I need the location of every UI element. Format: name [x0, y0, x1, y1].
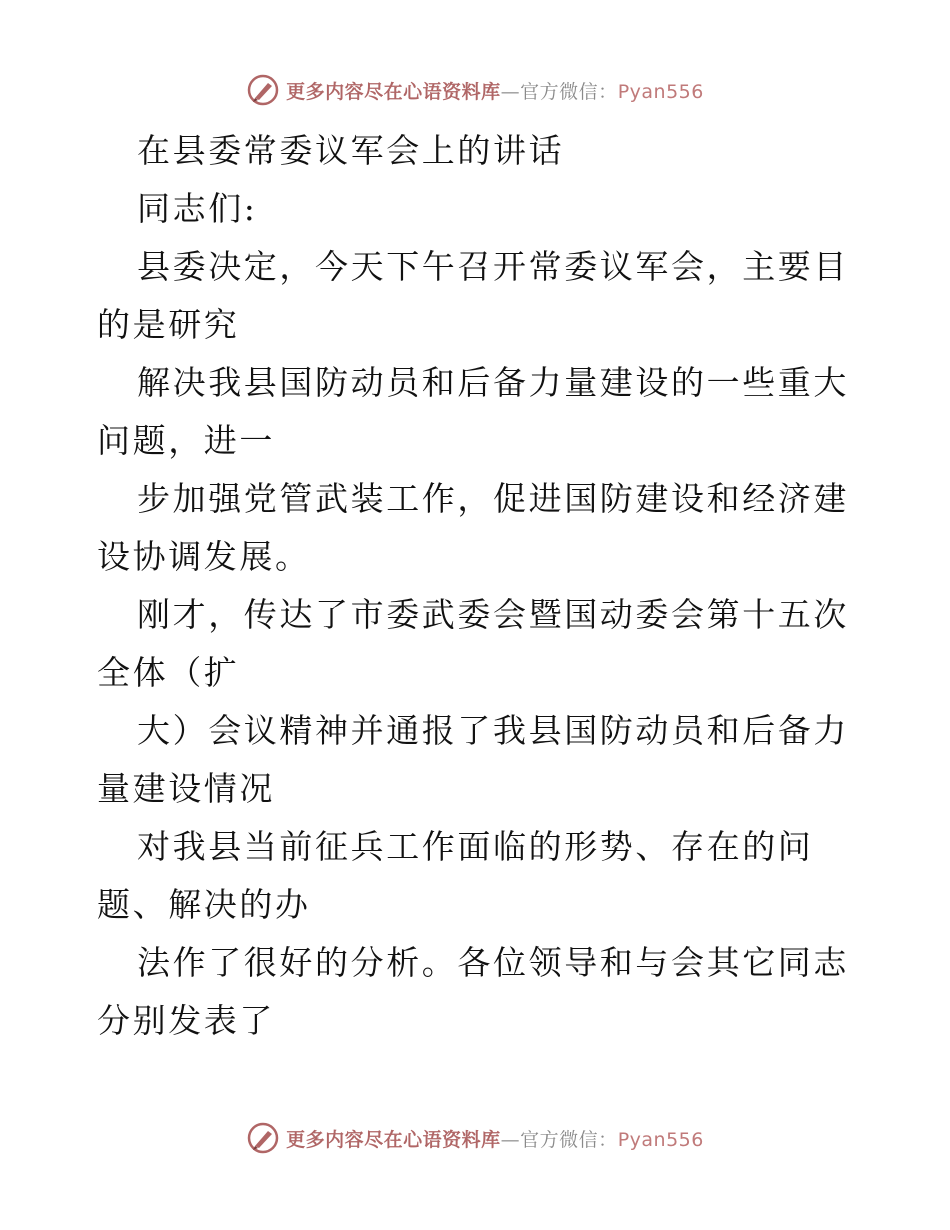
- paragraph: 对我县当前征兵工作面临的形势、存在的问题、解决的办: [97, 827, 814, 924]
- watermark-separator: —: [500, 1128, 521, 1151]
- watermark-wechat-id: Pyan556: [617, 80, 704, 103]
- footer-watermark: [0, 1118, 950, 1158]
- watermark-label: 官方微信：: [520, 80, 618, 103]
- document-title: 在县委常委议军会上的讲话: [137, 131, 565, 170]
- watermark-separator: —: [500, 80, 521, 103]
- watermark-label: 官方微信：: [520, 1128, 618, 1151]
- watermark-text: [286, 77, 704, 104]
- paragraph: 县委决定，今天下午召开常委议军会，主要目的是研究: [97, 247, 849, 344]
- pen-logo-icon: [246, 73, 280, 107]
- header-watermark: [0, 70, 950, 110]
- watermark-brand: 更多内容尽在心语资料库: [286, 1128, 501, 1151]
- paragraph: 大）会议精神并通报了我县国防动员和后备力量建设情况: [97, 711, 849, 808]
- pen-logo-icon: [246, 1121, 280, 1155]
- document-body: [97, 122, 857, 1050]
- salutation: 同志们:: [137, 189, 258, 228]
- paragraph: 法作了很好的分析。各位领导和与会其它同志分别发表了: [97, 943, 849, 1040]
- paragraph: 解决我县国防动员和后备力量建设的一些重大问题，进一: [97, 363, 849, 460]
- paragraph: 步加强党管武装工作，促进国防建设和经济建设协调发展。: [97, 479, 849, 576]
- watermark-brand: 更多内容尽在心语资料库: [286, 80, 501, 103]
- paragraph: 刚才，传达了市委武委会暨国动委会第十五次全体（扩: [97, 595, 849, 692]
- watermark-text: [286, 1125, 704, 1152]
- watermark-wechat-id: Pyan556: [617, 1128, 704, 1151]
